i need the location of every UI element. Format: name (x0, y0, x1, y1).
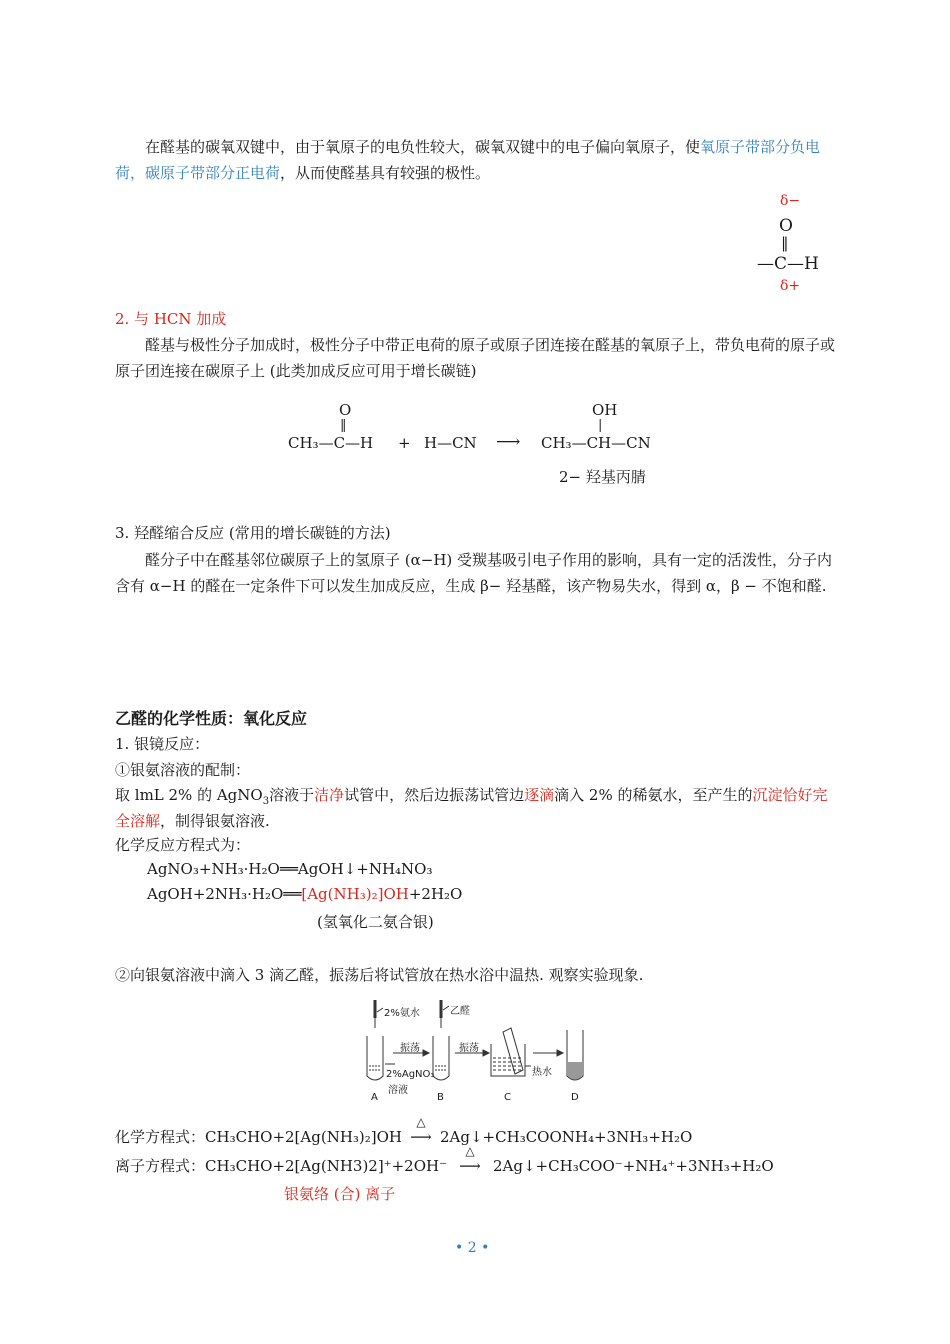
reaction-acetaldehyde: CH₃—C—H (288, 434, 374, 452)
label-solution: 溶液 (388, 1085, 408, 1096)
label-ammonia: 2%氨水 (384, 1008, 420, 1019)
prep-text: 试管中，然后边振荡试管边 (344, 786, 525, 804)
heat-symbol: △ (465, 1144, 475, 1158)
label-c: C (504, 1092, 511, 1103)
product-name: 2− 羟基丙腈 (559, 468, 646, 486)
reaction-arrow: ⟶ (496, 432, 521, 452)
reaction-right-bar: | (598, 418, 603, 433)
heading-aldol: 3. 羟醛缩合反应 (常用的增长碳链的方法) (115, 524, 391, 542)
label-shake-2: 振荡 (459, 1043, 479, 1054)
reaction-left-oxygen: O (339, 401, 352, 419)
label-acetaldehyde: 乙醛 (450, 1006, 470, 1017)
label-shake-1: 振荡 (400, 1043, 420, 1054)
chemical-equation (115, 1115, 693, 1147)
highlight-dropwise: 逐滴 (524, 786, 555, 804)
label-agno3: 2%AgNO₃ (386, 1069, 435, 1080)
label-b: B (437, 1092, 444, 1103)
paragraph-aldol: 醛分子中在醛基邻位碳原子上的氢原子 (α−H) 受羰基吸引电子作用的影响，具有一定的活泼性，分子内含有 α−H 的醛在一定条件下可以发生加成反应，生成 β− 羟基醛，该产物易失水，得到 α，β − 不饱和醛. (115, 551, 833, 595)
eq2-complex: [Ag(NH₃)₂]OH (301, 885, 409, 903)
ion-eq-label: 离子方程式： (115, 1157, 206, 1175)
chem-eq-right: 2Ag↓+CH₃COONH₄+3NH₃+H₂O (440, 1128, 693, 1146)
prep-text: 溶液于 (269, 786, 315, 804)
paragraph-carbonyl-polarity (115, 134, 837, 186)
heat-symbol: △ (416, 1115, 426, 1129)
para-sep: ， (130, 164, 146, 182)
reaction-left-double-bond: ‖ (340, 418, 347, 433)
subheading-silver-mirror: 1. 银镜反应： (115, 735, 210, 753)
label-hot-water: 热水 (532, 1067, 552, 1078)
label-a: A (371, 1092, 378, 1103)
chem-eq-arrow: △ ⟶ (402, 1128, 440, 1146)
eq2-right: +2H₂O (408, 885, 463, 903)
ion-eq-right: 2Ag↓+CH₃COO⁻+NH₄⁺+3NH₃+H₂O (493, 1157, 774, 1175)
reaction-plus: + (398, 434, 411, 452)
prep-sub: 3 (262, 796, 270, 807)
delta-plus: δ+ (780, 278, 801, 294)
prep-text: 取 lmL 2% 的 AgNO (115, 786, 263, 804)
eq2-left: AgOH+2NH₃·H₂O══ (147, 885, 302, 903)
ion-eq-arrow: △ ⟶ (447, 1157, 493, 1175)
highlight-c-positive: 碳原子带部分正电荷 (145, 164, 281, 182)
page-number: • 2 • (455, 1240, 490, 1256)
label-d: D (571, 1092, 579, 1103)
highlight-precipitate-dissolved: 沉淀恰好完全溶解 (115, 786, 828, 830)
struct-chain: —C—H (757, 254, 819, 274)
chem-eq-left: CH₃CHO+2[Ag(NH₃)₂]OH (205, 1128, 403, 1146)
struct-oxygen: O (779, 216, 793, 236)
paragraph-preparation (115, 782, 837, 834)
apparatus-figure (355, 996, 595, 1106)
reaction-right-oh: OH (592, 401, 618, 419)
para-text: 在醛基的碳氧双键中，由于氧原子的电负性较大，碳氧双键中的电子偏向氧原子，使 (145, 138, 701, 156)
subheading-preparation: ①银氨溶液的配制： (115, 761, 251, 779)
prep-text: ，制得银氨溶液. (160, 812, 270, 830)
reaction-product: CH₃—CH—CN (541, 434, 651, 452)
heading-hcn-addition: 2. 与 HCN 加成 (115, 310, 227, 328)
highlight-clean: 洁净 (314, 786, 345, 804)
para-text: ，从而使醛基具有较强的极性。 (280, 164, 491, 182)
ion-note: 银氨络 (合) 离子 (284, 1185, 396, 1203)
ionic-equation (115, 1144, 774, 1176)
reaction-hcn: H—CN (424, 434, 477, 452)
equation-1: AgNO₃+NH₃·H₂O══AgOH↓+NH₄NO₃ (147, 860, 433, 878)
equation-2-note: (氢氧化二氨合银) (317, 913, 434, 931)
paragraph-hcn: 醛基与极性分子加成时，极性分子中带正电荷的原子或原子团连接在醛基的氧原子上，带负电荷的原子或原子团连接在碳原子上 (此类加成反应可用于增长碳链) (115, 336, 836, 380)
section-title-oxidation: 乙醛的化学性质：氧化反应 (115, 709, 308, 728)
delta-minus: δ− (780, 193, 801, 209)
ion-eq-left: CH₃CHO+2[Ag(NH3)2]⁺+2OH⁻ (205, 1157, 448, 1175)
struct-double-bond: ‖ (781, 234, 789, 252)
equation-heading: 化学反应方程式为： (115, 836, 251, 854)
chem-eq-label: 化学方程式： (115, 1128, 206, 1146)
equation-2 (147, 885, 462, 903)
prep-text: 滴入 2% 的稀氨水，至产生的 (554, 786, 753, 804)
highlight-o-negative: 氧原子带部分负电荷 (115, 138, 821, 182)
step-2-text: ②向银氨溶液中滴入 3 滴乙醛，振荡后将试管放在热水浴中温热. 观察实验现象. (115, 966, 644, 984)
